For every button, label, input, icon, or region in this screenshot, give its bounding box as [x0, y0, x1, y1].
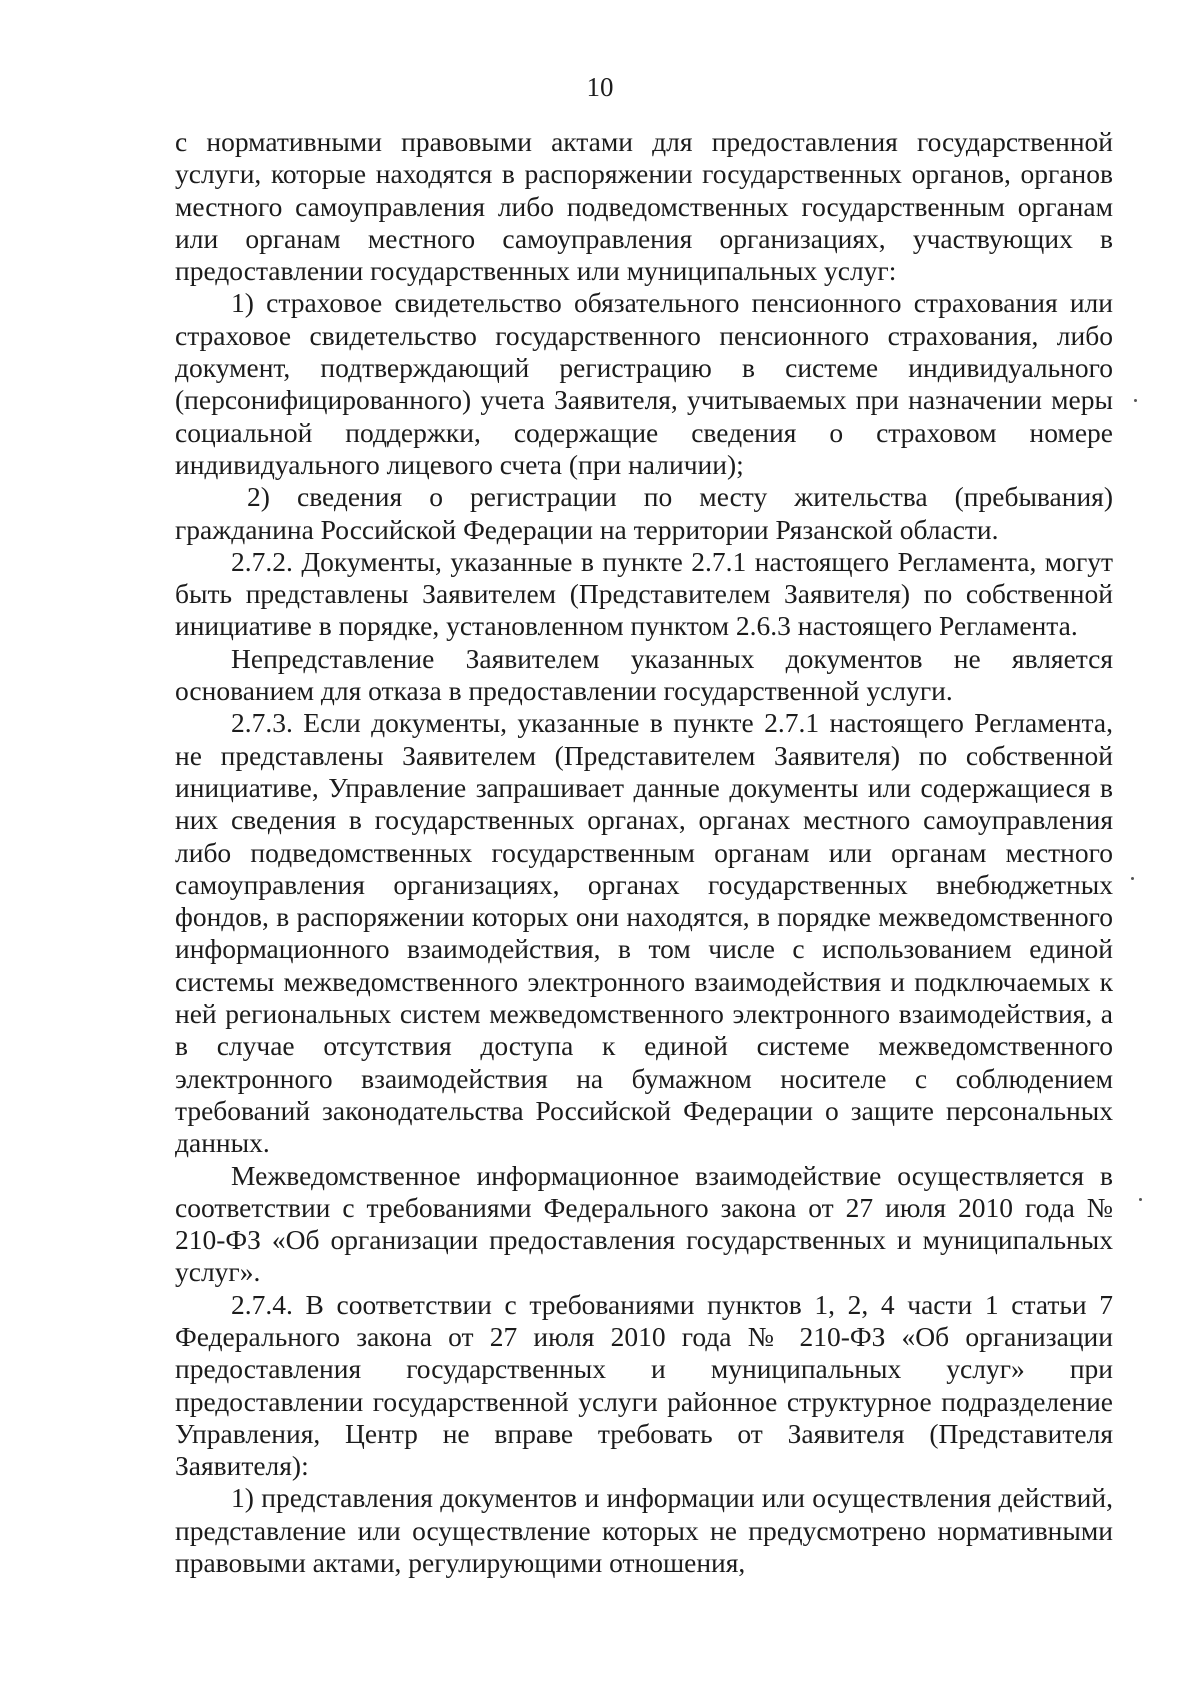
paragraph-item-1-requirements: 1) представления документов и информации или осуществления действий, представление или осуществление которых не предусмотрено нормативными правовыми актами, регулирующими отношения,	[175, 1482, 1113, 1579]
paragraph-interagency: Межведомственное информационное взаимодействие осуществляется в соответствии с требованиями Федерального закона от 27 июля 2010 года № 210-ФЗ «Об организации предоставления государственных и муниципальных услуг».	[175, 1159, 1113, 1288]
paragraph-clause-2-7-4: 2.7.4. В соответствии с требованиями пунктов 1, 2, 4 части 1 статьи 7 Федерального закона от 27 июля 2010 года № 210-ФЗ «Об организации предоставления государственных и муниципальных услуг» при предоставлении государственной услуги районное структурное подразделение Управления, Центр не вправе требовать от Заявителя (Представителя Заявителя):	[175, 1288, 1113, 1482]
document-body	[175, 126, 1113, 1579]
paragraph-clause-2-7-2: 2.7.2. Документы, указанные в пункте 2.7.1 настоящего Регламента, могут быть представлены Заявителем (Представителем Заявителя) по собственной инициативе в порядке, установленном пунктом 2.6.3 настоящего Регламента.	[175, 545, 1113, 642]
paragraph-item-1: 1) страховое свидетельство обязательного пенсионного страхования или страховое свидетельство государственного пенсионного страхования, либо документ, подтверждающий регистрацию в системе индивидуального (персонифицированного) учета Заявителя, учитываемых при назначении меры социальной поддержки, содержащие сведения о страховом номере индивидуального лицевого счета (при наличии);	[175, 287, 1113, 480]
paragraph-clause-2-7-3: 2.7.3. Если документы, указанные в пункте 2.7.1 настоящего Регламента, не представлены Заявителем (Представителем Заявителя) по собственной инициативе, Управление запрашивает данные документы или содержащиеся в них сведения в государственных органах, органах местного самоуправления либо подведомственных государственным органам или органам местного самоуправления организациях, органах государственных внебюджетных фондов, в распоряжении которых они находятся, в порядке межведомственного информационного взаимодействия, в том числе с использованием единой системы межведомственного электронного взаимодействия и подключаемых к ней региональных систем межведомственного электронного взаимодействия, а в случае отсутствия доступа к единой системе межведомственного электронного взаимодействия на бумажном носителе с соблюдением требований законодательства Российской Федерации о защите персональных данных.	[175, 707, 1113, 1159]
scan-speck	[1131, 877, 1134, 880]
paragraph-item-2: 2) сведения о регистрации по месту жительства (пребывания) гражданина Российской Федерации на территории Рязанской области.	[175, 481, 1113, 545]
scan-speck	[1139, 1198, 1142, 1201]
page-number: 10	[586, 72, 614, 102]
scan-speck	[1134, 399, 1137, 402]
paragraph-continuation: с нормативными правовыми актами для предоставления государственной услуги, которые находятся в распоряжении государственных органов, органов местного самоуправления либо подведомственных государственным органам или органам местного самоуправления организациях, участвующих в предоставлении государственных или муниципальных услуг:	[175, 126, 1113, 287]
paragraph-non-submission: Непредставление Заявителем указанных документов не является основанием для отказа в предоставлении государственной услуги.	[175, 642, 1113, 707]
